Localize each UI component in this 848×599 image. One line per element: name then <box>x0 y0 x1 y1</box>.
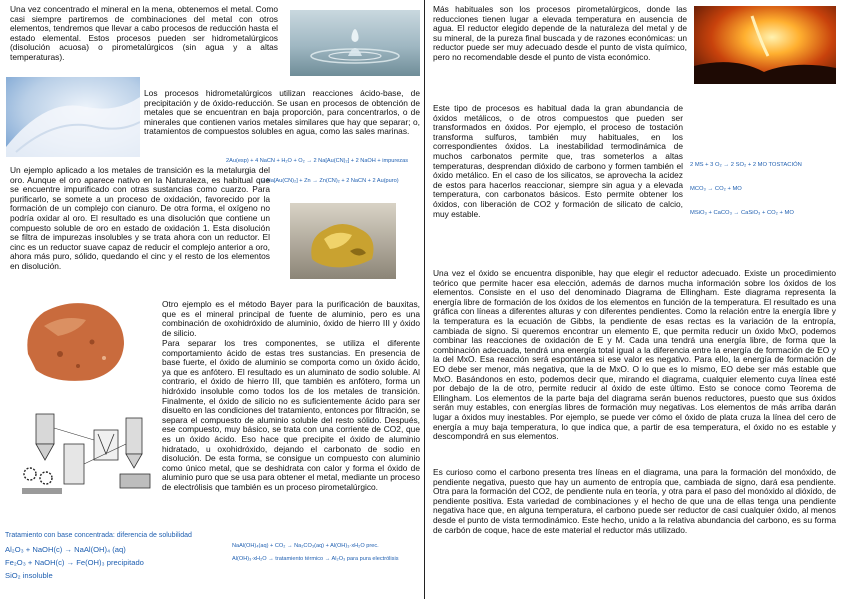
molten-metal-image <box>694 6 836 84</box>
left-bayer-detail-paragraph: Para separar los tres componentes, se utiliza el diferente comportamiento ácido de estas tres sustancias. En presencia de base fuerte, el óxido de aluminio se comporta como un óxido ácido, ya que es anfótero. El resultado es un aluminato de sodio soluble. Al contrario, el óxido de hierro III, que también es anfótero, forma un hidróxido insoluble como todos los de los metales de transición. Finalmente, el óxido de silicio no es suficientemente ácido para ser disuelto en las condiciones del tratamiento, entonces por filtración, se separa el compuesto de aluminio soluble del resto sólido. Después, ese compuesto, muy básico, se trata con una corriente de CO2, que es un óxido ácido. Eso hace que precipite el óxido de aluminio hidratado, u oxohidróxido, dejando el carbonato de sodio en disolución. De esta forma, se consigue un compuesto con aluminio como único metal, que se deshidrata con calor y forma el óxido de aluminio puro que se usa para obtener el metal, mediante un proceso de electrólisis que también es un proceso pirometalúrgico. <box>162 338 420 492</box>
silicate-equation: MSiO₃ + CaCO₃ → CaSiO₃ + CO₂ + MO <box>690 210 794 216</box>
bottom-alumina-line: Al₂O₃ + NaOH(c) → NaAl(OH)₄ (aq) <box>5 545 126 554</box>
gold-zinc-reduction-equation: 2 Na[Au(CN)₂] + Zn → Zn(CN)₂ + 2 NaCN + 2 Au(puro) <box>262 178 399 184</box>
bayer-process-diagram <box>16 404 158 498</box>
carbonate-decomposition-equation: MCO₃ → CO₂ + MO <box>690 186 742 192</box>
salt-pile-image <box>6 77 140 157</box>
bottom-thermal-treatment-equation: Al(OH)₃·xH₂O → tratamiento térmico → Al₂O₃ para pura electrólisis <box>232 556 399 562</box>
column-divider <box>424 0 425 599</box>
bottom-carbonation-equation: NaAl(OH)₄(aq) + CO₂ → Na₂CO₃(aq) + Al(OH)₃·xH₂O prec. <box>232 543 379 549</box>
right-oxides-paragraph: Este tipo de procesos es habitual dada la gran abundancia de óxidos metálicos, o de otros compuestos que pueden ser transformados en óxidos. Por ejemplo, el proceso de tostación transforma sulfuros, también muy habituales, en los correspondientes óxidos. La inestabilidad termodinámica de muchos carbonatos permite que, tras someterlos a altas temperaturas, desprendan dióxido de carbono y formen también el óxido metálico. En el caso de los silicatos, se aprovecha la acidez de estos para hacerlos reaccionar, siempre sin agua y a elevada temperatura, con carbonatos básicos. Esto permite obtener los óxidos, con liberación de CO2 y formación de silicato de calcio, muy estable. <box>433 103 683 219</box>
bottom-silica-line: SiO₂ insoluble <box>5 571 53 580</box>
left-intro-paragraph: Una vez concentrado el mineral en la mena, obtenemos el metal. Como casi siempre partiremos de combinaciones del metal con otros elementos, tendremos que llevar a cabo procesos de reducción hasta el estado elemental. Estos procesos pueden ser hidrometalúrgicos (disolución acuosa) o pirometalúrgicos (sin agua y a altas temperaturas). <box>10 4 278 62</box>
right-ellingham-paragraph: Una vez el óxido se encuentra disponible, hay que elegir el reductor adecuado. Existe un procedimiento teórico que permite hacer esa elección, además de darnos mucha información sobre los óxidos de los elementos. Consiste en el uso del denominado Diagrama de Ellingham. Este diagrama representa la energía libre de formación de los óxidos de los elementos en función de la temperatura. El resultado es una gráfica con líneas a diferentes alturas y con diferentes pendientes. Como la relación entre la energía libre y la temperatura es la ecuación de Gibbs, la pendiente de esas rectas es la variación de la entropía, cambiada de signo. Si queremos encontrar un elemento E, que permita reducir un óxido MxO, podemos combinar las reacciones de oxidación de E y M. Cada una tendrá una energía libre, de forma que la combinación adecuada, tendrá una energía total igual a la diferencia entre la energía de formación de EO y la del MxO. Esa reacción será espontánea si ese valor es negativo. Para ello, la energía de formación de EO debe ser menor, más negativa, que la de MxO. O lo que es lo mismo, EO debe ser más estable que MxO. Basándonos en esto, podemos decir que, mirando el diagrama, cualquier elemento cuya línea esté por debajo de la de otro, permite reducir al óxido de este último. Esto se conoce como Teorema de Ellingham. Los elementos de la parte baja del diagrama serán buenos reductores, puesto que sus óxidos serán muy estables, con energías libres de formación muy negativas. Los elementos de más arriba darán lugar a óxidos muy inestables. Por ejemplo, se puede ver cómo el óxido de plata cruza la línea del cero de energía a muy baja temperatura, lo que indica que, a partir de esa temperatura, el óxido no es estable y descompondrá en sus elementos. <box>433 268 836 442</box>
gold-cyanidation-equation: 2Au(esp) + 4 NaCN + H₂O + O₂ → 2 Na[Au(CN)₂] + 2 NaOH + impurezas <box>226 158 409 164</box>
left-gold-paragraph: Un ejemplo aplicado a los metales de transición es la metalurgia del oro. Aunque el oro aparece nativo en la Naturaleza, es habitual que se encuentre impurificado con otras sustancias como cuarzo. Para purificarlo, se somete a un proceso de oxidación, favorecido por la formación de un complejo con cianuro. De otra forma, el oxígeno no podría oxidar al oro. El resultado es una disolución que contiene un compuesto soluble de oro en estado de oxidación 1. Esta disolución se filtra de impurezas insolubles y se trata ahora con un reductor. El cinc es un reductor suave capaz de reducir el complejo anterior a oro, ahora más puro, sólido, quedando el cinc y el resto de los elementos en disolución. <box>10 165 270 271</box>
left-hydrometallurgy-paragraph: Los procesos hidrometalúrgicos utilizan reacciones ácido-base, de precipitación y de óxido-reducción. Se usan en procesos de obtención de metales que se encuentran en baja proporción, para concentrarlos, o de minerales que contienen varios metales similares que hay que separar; o, tratamientos de compuestos solubles en agua, como las sales marinas. <box>144 88 420 137</box>
left-bayer-intro-paragraph: Otro ejemplo es el método Bayer para la purificación de bauxitas, que es el mineral principal de fuente de aluminio, pero es una combinación de oxohidróxido de aluminio, óxido de hierro III y óxido de silicio. <box>162 299 420 338</box>
bottom-treatment-title: Tratamiento con base concentrada: diferencia de solubilidad <box>5 532 192 539</box>
gold-nugget-image <box>290 203 396 279</box>
roasting-equation: 2 MS + 3 O₂ → 2 SO₂ + 2 MO TOSTACIÓN <box>690 162 802 168</box>
bottom-iron-line: Fe₂O₃ + NaOH(c) → Fe(OH)₃ precipitado <box>5 558 144 567</box>
right-pyrometallurgy-paragraph: Más habituales son los procesos pirometalúrgicos, donde las reducciones tienen lugar a elevada temperatura en ausencia de agua. El reductor elegido depende de la naturaleza del metal y de su mineral, de la pureza final buscada y de razones económicas: un reductor puede ser muy adecuado desde el punto de vista químico, pero no recomendable desde el punto de vista económico. <box>433 4 687 62</box>
water-drop-image <box>290 10 420 76</box>
bauxite-rock-image <box>20 296 130 386</box>
right-carbon-paragraph: Es curioso como el carbono presenta tres líneas en el diagrama, una para la formación del monóxido, de pendiente negativa, puesto que hay un aumento de entropía que, cambiada de signo, dará esa pendiente. Otra para la formación del CO2, de pendiente nula en teoría, y otra para el paso del monóxido al dióxido, de pendiente positiva. Esta variedad de combinaciones y el hecho de que una de ellas tenga una pendiente negativa hace que, en alguna temperatura, el carbono puede ser reductor de casi cualquier óxido, al menos desde el punto de vista termodinámico. Este hecho, unido a la relativa abundancia del carbono, es su forma de carbón de coque, hace de este material el reductor más utilizado. <box>433 467 836 535</box>
